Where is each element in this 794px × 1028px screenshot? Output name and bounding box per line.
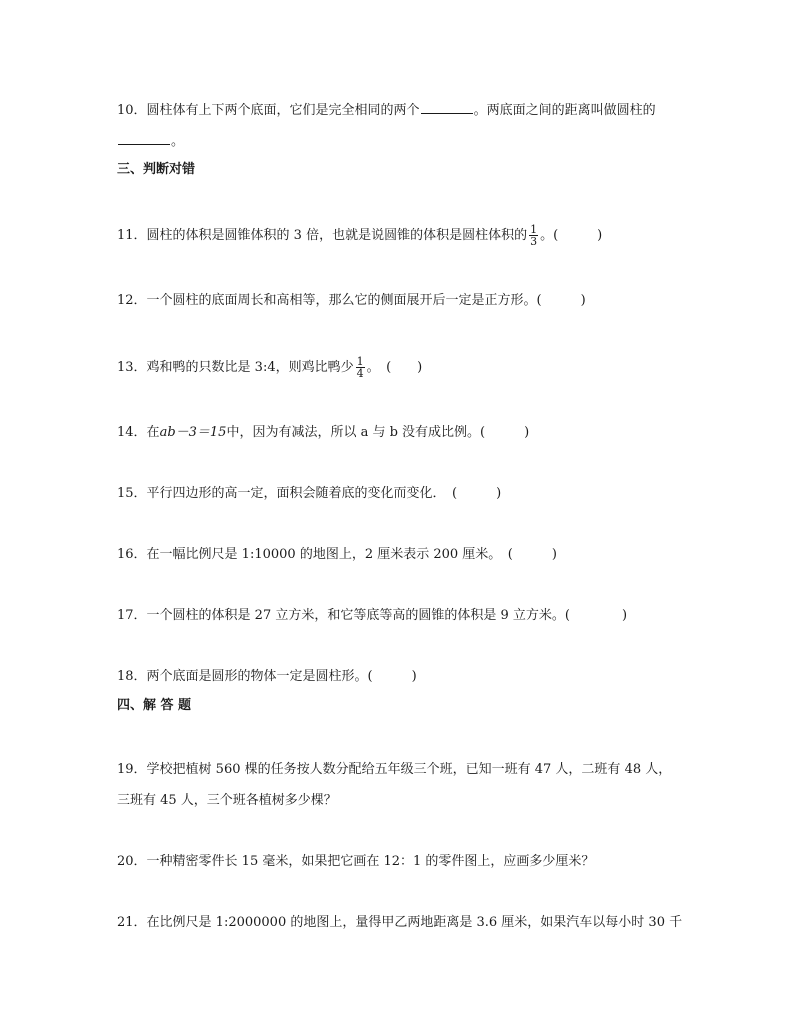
question-19-continued [117,791,337,811]
question-14 [117,423,529,443]
question-number: 19． [117,762,147,777]
section-heading: 四、解 答 题 [117,698,192,713]
question-12 [117,291,586,311]
question-text: 圆柱体有上下两个底面，它们是完全相同的两个 [146,103,420,118]
question-13 [117,356,422,379]
question-10 [117,99,656,121]
question-16 [117,545,557,565]
question-15 [117,484,501,504]
question-19 [117,760,671,780]
question-text: 鸡和鸭的只数比是 3:4，则鸡比鸭少 [146,360,354,375]
question-11 [117,224,602,247]
question-number: 13． [117,360,147,375]
math-expression: ab－3＝15 [159,425,227,440]
question-text: 平行四边形的高一定，面积会随着底的变化而变化． ( ) [146,486,502,501]
question-text: 两个底面是圆形的物体一定是圆柱形。( ) [146,669,417,684]
question-20 [117,852,594,872]
question-number: 17． [117,608,147,623]
section-heading: 三、判断对错 [117,162,196,177]
answer-parentheses[interactable]: 。 ( ) [366,360,423,375]
question-18 [117,667,417,687]
question-21 [117,913,682,933]
question-number: 14． [117,425,147,440]
question-number: 11． [117,228,147,243]
answer-blank[interactable] [421,99,473,114]
question-number: 15． [117,486,147,501]
question-text: 圆柱的体积是圆锥体积的 3 倍，也就是说圆锥的体积是圆柱体积的 [146,228,528,243]
answer-blank[interactable] [118,130,170,145]
question-text: 。 [171,134,185,149]
question-number: 21． [117,915,147,930]
question-number: 10． [117,103,147,118]
question-10-continued [117,130,184,152]
question-number: 12． [117,293,147,308]
question-text: 学校把植树 560 棵的任务按人数分配给五年级三个班，已知一班有 47 人，二班有 48 人， [146,762,672,777]
fraction-denominator: 4 [356,367,364,380]
question-text: 。两底面之间的距离叫做圆柱的 [473,103,656,118]
fraction-denominator: 3 [530,235,538,248]
question-text: 在 [146,425,160,440]
question-number: 20． [117,854,147,869]
fraction [529,224,538,247]
question-text: 在一幅比例尺是 1:10000 的地图上，2 厘米表示 200 厘米。 ( ) [146,547,557,562]
question-text: 三班有 45 人，三个班各植树多少棵？ [117,793,337,808]
question-17 [117,606,627,626]
question-text: 一个圆柱的体积是 27 立方米，和它等底等高的圆锥的体积是 9 立方米。( ) [146,608,628,623]
question-text: 一种精密零件长 15 毫米，如果把它画在 12：1 的零件图上，应画多少厘米？ [146,854,595,869]
question-text: 在比例尺是 1:2000000 的地图上，量得甲乙两地距离是 3.6 厘米，如果汽车以每小时 30 千 [146,915,683,930]
question-text: 一个圆柱的底面周长和高相等，那么它的侧面展开后一定是正方形。( ) [146,293,586,308]
answer-parentheses[interactable]: 。( ) [540,228,603,243]
fraction-numerator: 1 [530,223,538,236]
fraction-numerator: 1 [356,355,364,368]
question-text: 中，因为有减法，所以 a 与 b 没有成比例。( ) [226,425,530,440]
question-number: 16． [117,547,147,562]
question-number: 18． [117,669,147,684]
fraction [356,356,365,379]
